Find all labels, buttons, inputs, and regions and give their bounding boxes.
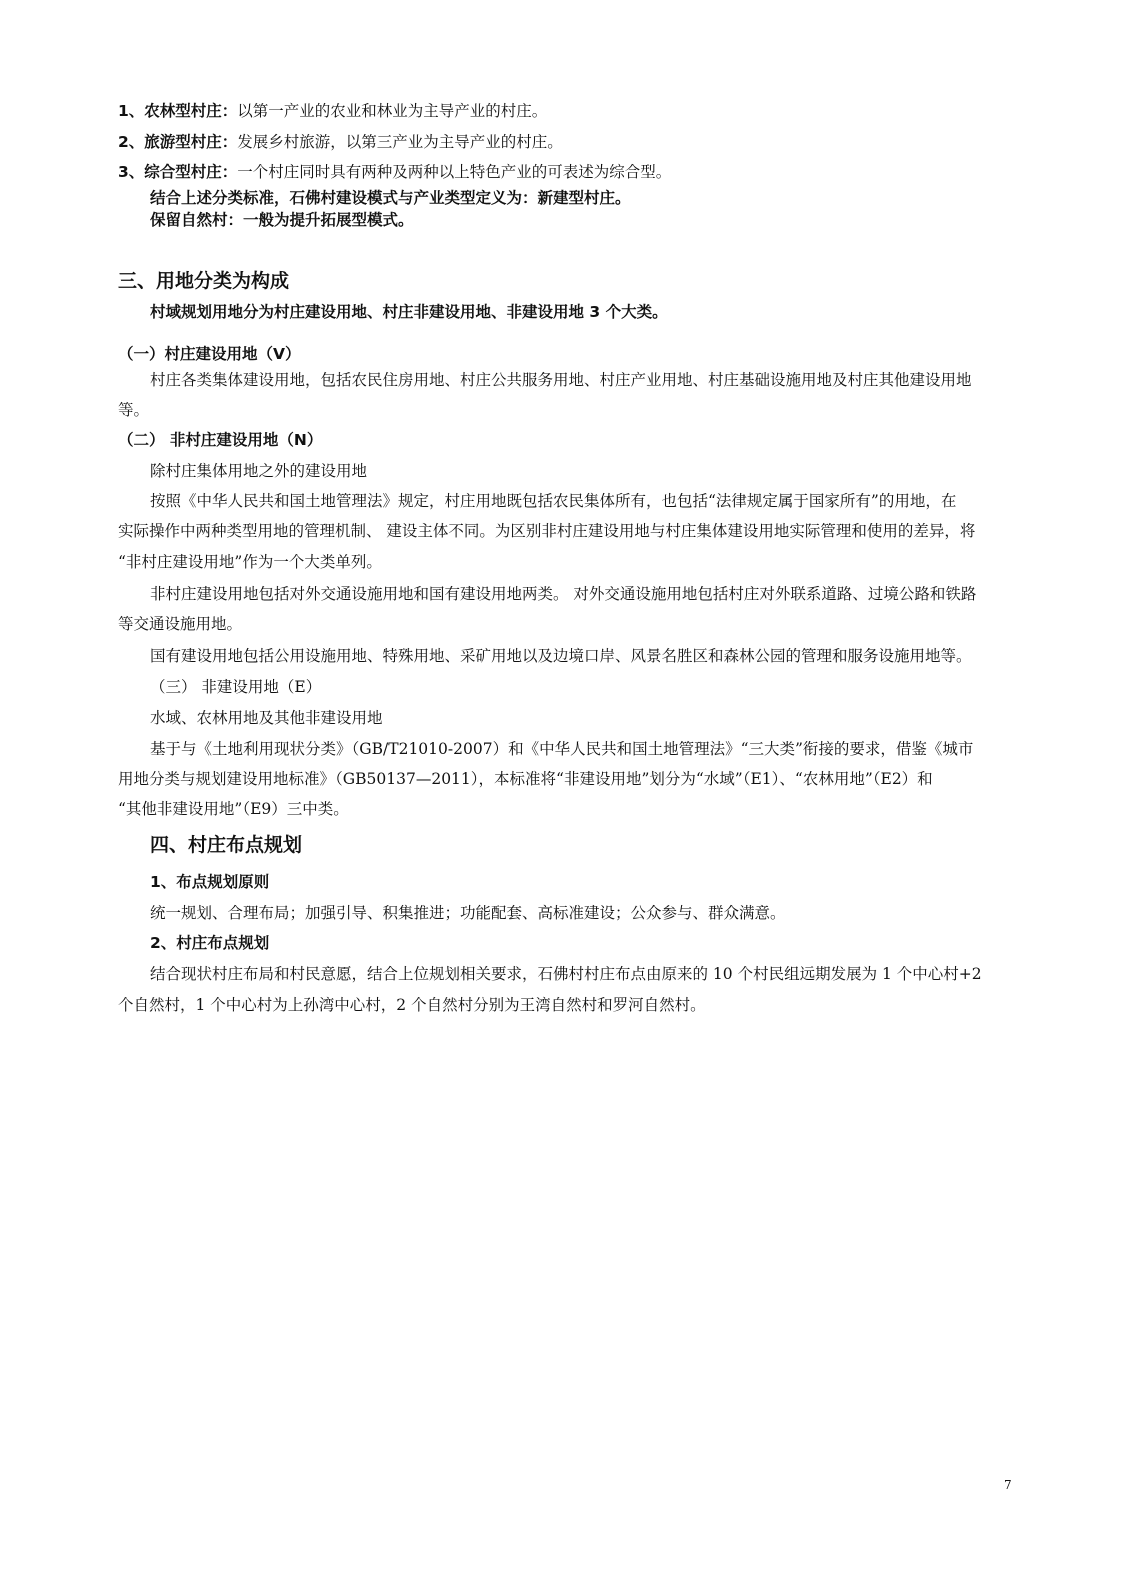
section-4-sub-1-heading: 1、布点规划原则 [150,873,270,891]
subsection-3-para-1: 水域、农林用地及其他非建设用地 [150,709,383,727]
conclusion-line-1: 结合上述分类标准，石佛村建设模式与产业类型定义为：新建型村庄。 [150,189,631,207]
subsection-3-para-2-line-2: 用地分类与规划建设用地标准》（GB50137—2011），本标准将“非建设用地”划分为“水域”（E1）、“农林用地”（E2）和 [118,770,933,788]
subsection-1-line-2: 等。 [118,401,150,419]
section-4-sub-2-line-2: 个自然村，1 个中心村为上孙湾中心村，2 个自然村分别为王湾自然村和罗河自然村。 [118,996,706,1014]
subsection-2-para-3-line-1: 非村庄建设用地包括对外交通设施用地和国有建设用地两类。 对外交通设施用地包括村庄对外联系道路、过境公路和铁路 [150,585,977,603]
section-3-heading: 三、用地分类为构成 [118,270,290,292]
subsection-3-para-2-line-1: 基于与《土地利用现状分类》（GB/T21010-2007）和《中华人民共和国土地管理法》“三大类”衔接的要求，借鉴《城市 [150,740,974,758]
subsection-2-para-2-line-1: 按照《中华人民共和国土地管理法》规定，村庄用地既包括农民集体所有，也包括“法律规定属于国家所有”的用地，在 [150,492,957,510]
subsection-1-heading: （一）村庄建设用地（V） [118,345,301,363]
conclusion-line-2: 保留自然村：一般为提升拓展型模式。 [150,211,414,229]
subsection-2-para-3-line-2: 等交通设施用地。 [118,615,243,633]
section-3-intro: 村域规划用地分为村庄建设用地、村庄非建设用地、非建设用地 3 个大类。 [150,303,668,321]
page-number: 7 [1004,1478,1012,1492]
subsection-2-para-2-line-2: 实际操作中两种类型用地的管理机制、 建设主体不同。为区别非村庄建设用地与村庄集体建设用地实际管理和使用的差异，将 [118,522,976,540]
subsection-3-heading: （三） 非建设用地（E） [150,678,322,696]
subsection-2-heading: （二） 非村庄建设用地（N） [118,431,323,449]
section-4-heading: 四、村庄布点规划 [150,834,303,856]
subsection-2-para-1: 除村庄集体用地之外的建设用地 [150,462,368,480]
type-item-3: 3、综合型村庄：一个村庄同时具有两种及两种以上特色产业的可表述为综合型。 [118,163,672,181]
section-4-sub-2-line-1: 结合现状村庄布局和村民意愿，结合上位规划相关要求，石佛村村庄布点由原来的 10 个村民组远期发展为 1 个中心村+2 [150,965,982,983]
section-4-sub-1-text: 统一规划、合理布局；加强引导、积集推进；功能配套、高标准建设；公众参与、群众满意。 [150,904,786,922]
subsection-3-para-2-line-3: “其他非建设用地”（E9）三中类。 [118,800,349,818]
subsection-2-para-2-line-3: “非村庄建设用地”作为一个大类单列。 [118,553,382,571]
type-item-2: 2、旅游型村庄：发展乡村旅游，以第三产业为主导产业的村庄。 [118,133,563,151]
type-item-1: 1、农林型村庄：以第一产业的农业和林业为主导产业的村庄。 [118,102,548,120]
section-4-sub-2-heading: 2、村庄布点规划 [150,934,270,952]
subsection-1-line-1: 村庄各类集体建设用地，包括农民住房用地、村庄公共服务用地、村庄产业用地、村庄基础设施用地及村庄其他建设用地 [150,371,972,389]
subsection-2-para-4: 国有建设用地包括公用设施用地、特殊用地、采矿用地以及边境口岸、风景名胜区和森林公园的管理和服务设施用地等。 [150,647,972,665]
